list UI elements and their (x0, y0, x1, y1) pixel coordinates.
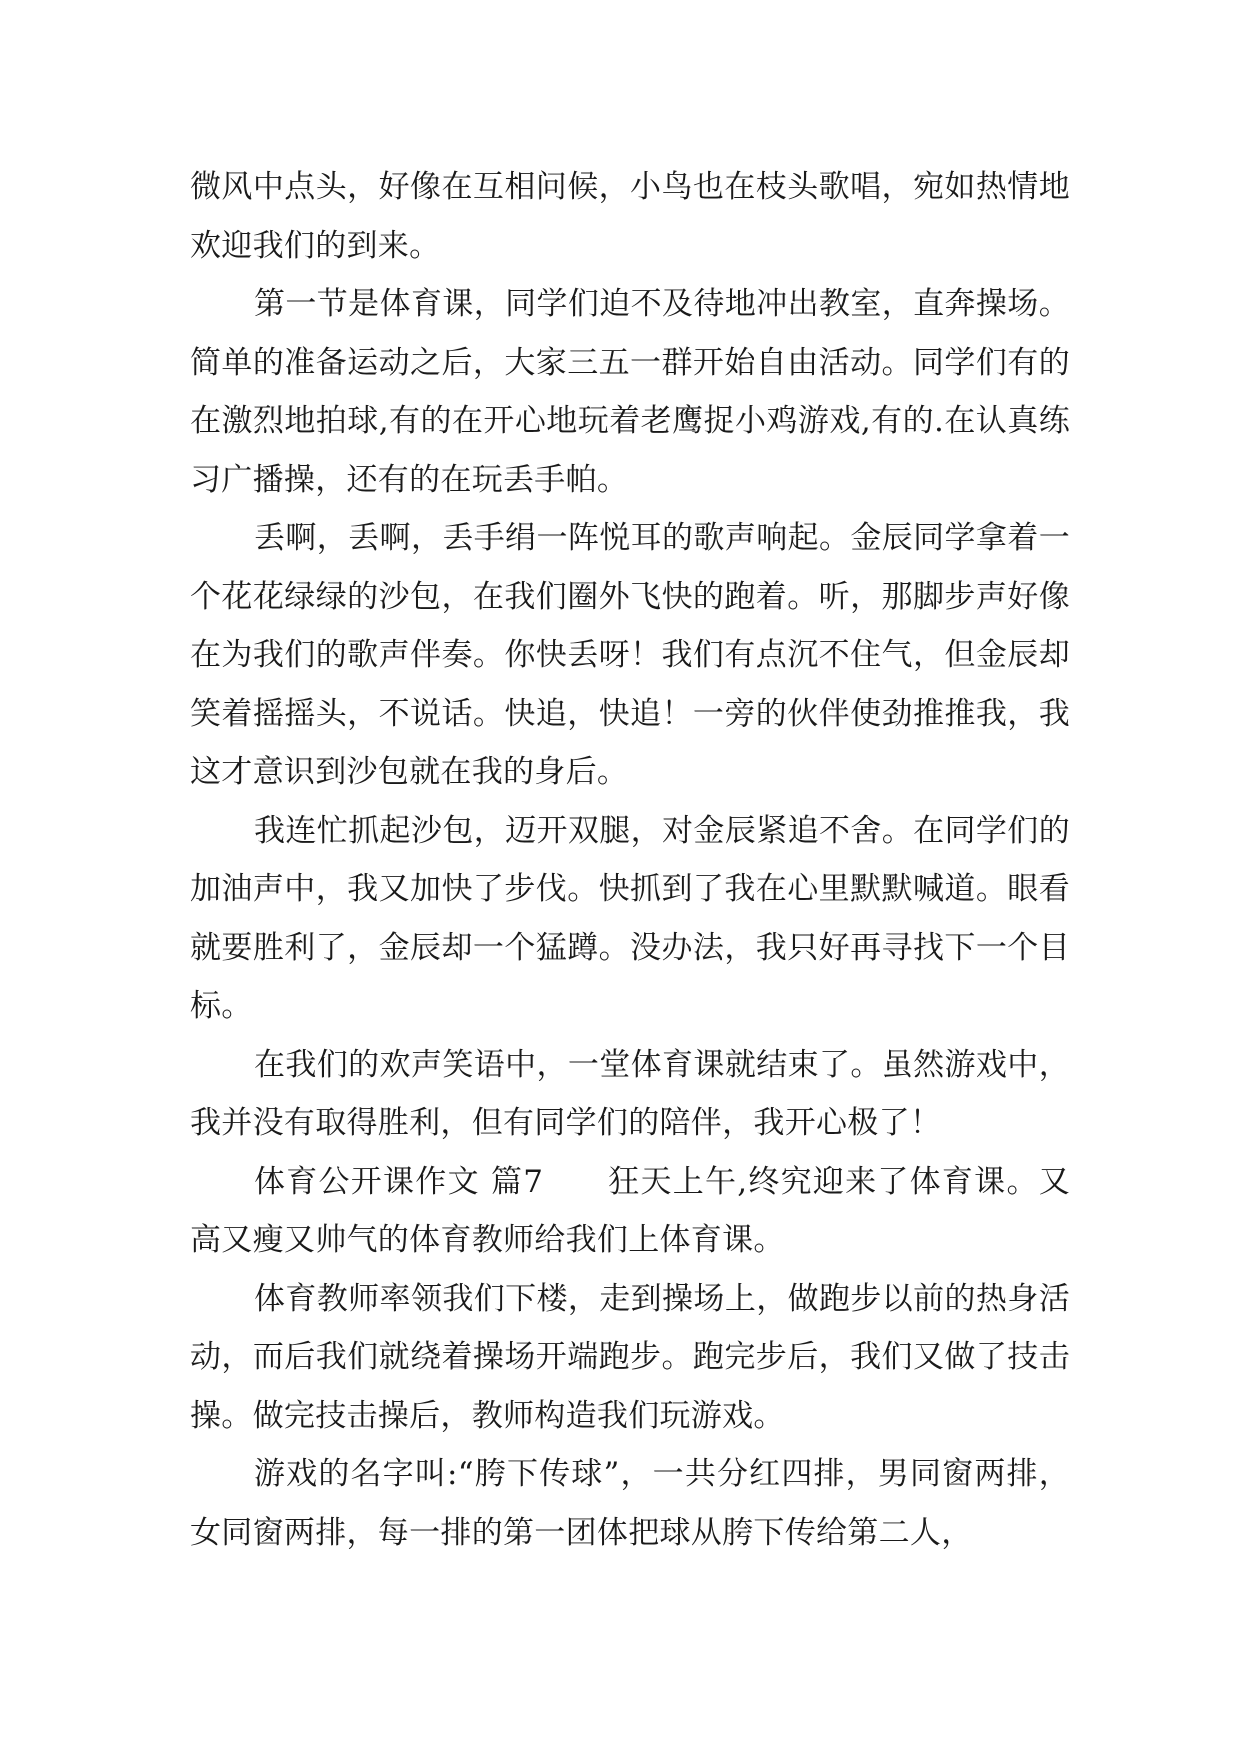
paragraph-2: 丢啊，丢啊，丢手绢一阵悦耳的歌声响起。金辰同学拿着一个花花绿绿的沙包，在我们圈外飞快的跑着。听，那脚步声好像在为我们的歌声伴奏。你快丢呀！我们有点沉不住气，但金辰却笑着摇摇头，不说话。快追，快追！一旁的伙伴使劲推推我，我这才意识到沙包就在我的身后。 (190, 520, 1070, 790)
paragraph-4: 在我们的欢声笑语中，一堂体育课就结束了。虽然游戏中，我并没有取得胜利，但有同学们的陪伴，我开心极了！ (190, 1046, 1070, 1141)
paragraph-7: 游戏的名字叫:“胯下传球”，一共分红四排，男同窗两排，女同窗两排，每一排的第一团体把球从胯下传给第二人， (190, 1456, 1070, 1551)
paragraph-1: 第一节是体育课，同学们迫不及待地冲出教室，直奔操场。简单的准备运动之后，大家三五一群开始自由活动。同学们有的在激烈地拍球,有的在开心地玩着老鹰捉小鸡游戏,有的.在认真练习广播操，还有的在玩丢手帕。 (190, 286, 1070, 498)
section-paragraph (190, 1153, 1070, 1270)
paragraph-6: 体育教师率领我们下楼，走到操场上，做跑步以前的热身活动，而后我们就绕着操场开端跑步。跑完步后，我们又做了技击操。做完技击操后，教师构造我们玩游戏。 (190, 1280, 1070, 1434)
paragraph-3: 我连忙抓起沙包，迈开双腿，对金辰紧追不舍。在同学们的加油声中，我又加快了步伐。快抓到了我在心里默默喊道。眼看就要胜利了，金辰却一个猛蹲。没办法，我只好再寻找下一个目标。 (190, 812, 1070, 1024)
paragraph-0: 微风中点头，好像在互相问候，小鸟也在枝头歌唱，宛如热情地欢迎我们的到来。 (190, 169, 1070, 264)
document-page (190, 158, 1070, 1562)
section-first-text: 狂天上午,终究迎来了体育课。又高又瘦又帅气的体育教师给我们上体育课。 (190, 1163, 1071, 1258)
section-title: 体育公开课作文 篇7 (254, 1163, 544, 1200)
